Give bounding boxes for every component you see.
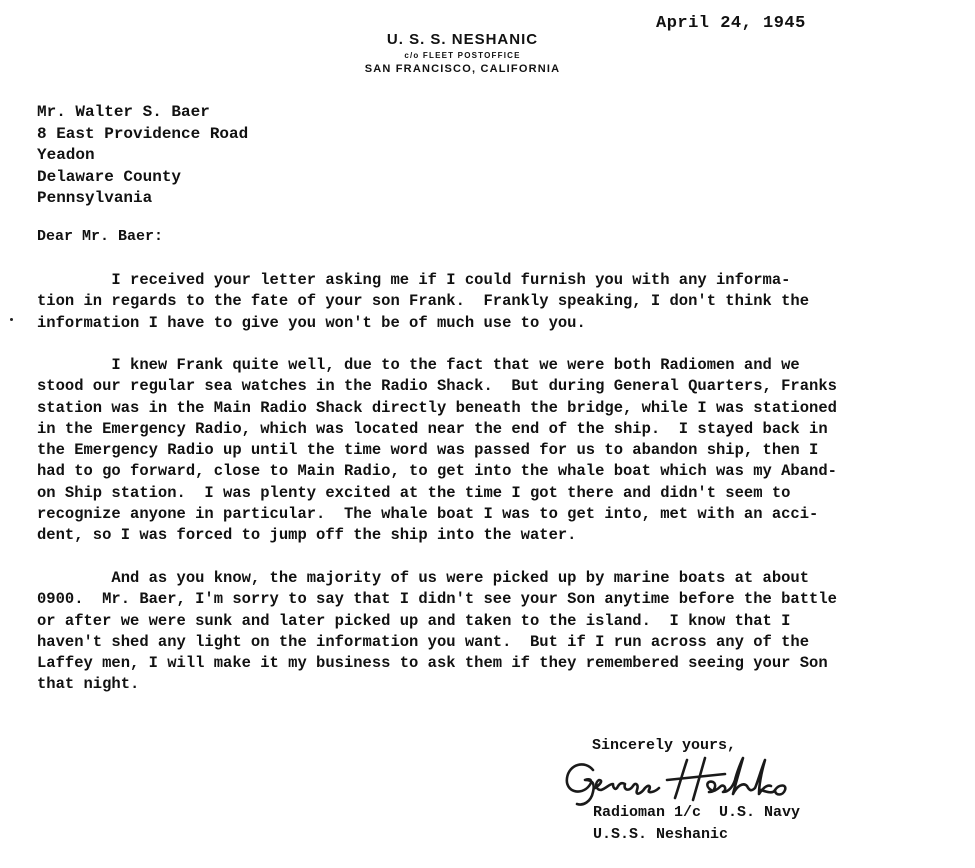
text-line: on Ship station. I was plenty excited at the time I got there and didn't seem to [37,483,791,502]
text-line: in the Emergency Radio, which was located near the end of the ship. I stayed back in [37,419,828,438]
closing: Sincerely yours, [592,737,737,754]
text-line: recognize anyone in particular. The whale boat I was to get into, met with an acci- [37,505,819,524]
text-line: stood our regular sea watches in the Radio Shack. But during General Quarters, Franks [37,377,837,396]
paragraph-2 [37,355,957,547]
text-line: Laffey men, I will make it my business to ask them if they remembered seeing your Son [37,654,828,673]
signer-rank: Radioman 1/c U.S. Navy [593,804,801,821]
address-line: Pennsylvania [37,189,153,207]
letterhead-ship-name: U. S. S. NESHANIC [386,31,539,48]
text-line: that night. [37,675,140,694]
text-line: station was in the Main Radio Shack directly beneath the bridge, while I was stationed [37,398,837,417]
signer-ship: U.S.S. Neshanic [593,826,729,843]
handwritten-signature [555,750,855,810]
letterhead-city: SAN FRANCISCO, CALIFORNIA [364,63,561,75]
text-line: And as you know, the majority of us were picked up by marine boats at about [37,569,810,587]
address-line: Mr. Walter S. Baer [37,103,210,121]
text-line: I knew Frank quite well, due to the fact that we were both Radiomen and we [37,356,800,374]
letterhead-care-of: c/o FLEET POSTOFFICE [404,51,521,60]
text-line: haven't shed any light on the information you want. But if I run across any of the [37,632,810,651]
address-line: 8 East Providence Road [37,124,249,143]
paragraph-1 [37,270,957,334]
salutation: Dear Mr. Baer: [37,228,164,245]
scan-speck [10,318,13,321]
letterhead [300,30,625,76]
recipient-address [37,102,248,210]
text-line: dent, so I was forced to jump off the ship into the water. [37,526,577,545]
address-line: Yeadon [37,146,95,164]
text-line: tion in regards to the fate of your son Frank. Frankly speaking, I don't think the [37,292,810,311]
text-line: I received your letter asking me if I could furnish you with any informa- [37,271,791,289]
text-line: 0900. Mr. Baer, I'm sorry to say that I didn't see your Son anytime before the battle [37,590,837,609]
text-line: the Emergency Radio up until the time word was passed for us to abandon ship, then I [37,441,819,460]
text-line: had to go forward, close to Main Radio, to get into the whale boat which was my Aband- [37,462,837,481]
text-line: information I have to give you won't be of much use to you. [37,313,586,332]
address-line: Delaware County [37,167,182,186]
paragraph-3 [37,568,957,696]
signer-title [593,802,800,846]
text-line: or after we were sunk and later picked up and taken to the island. I know that I [37,611,791,630]
letter-date: April 24, 1945 [656,14,806,33]
